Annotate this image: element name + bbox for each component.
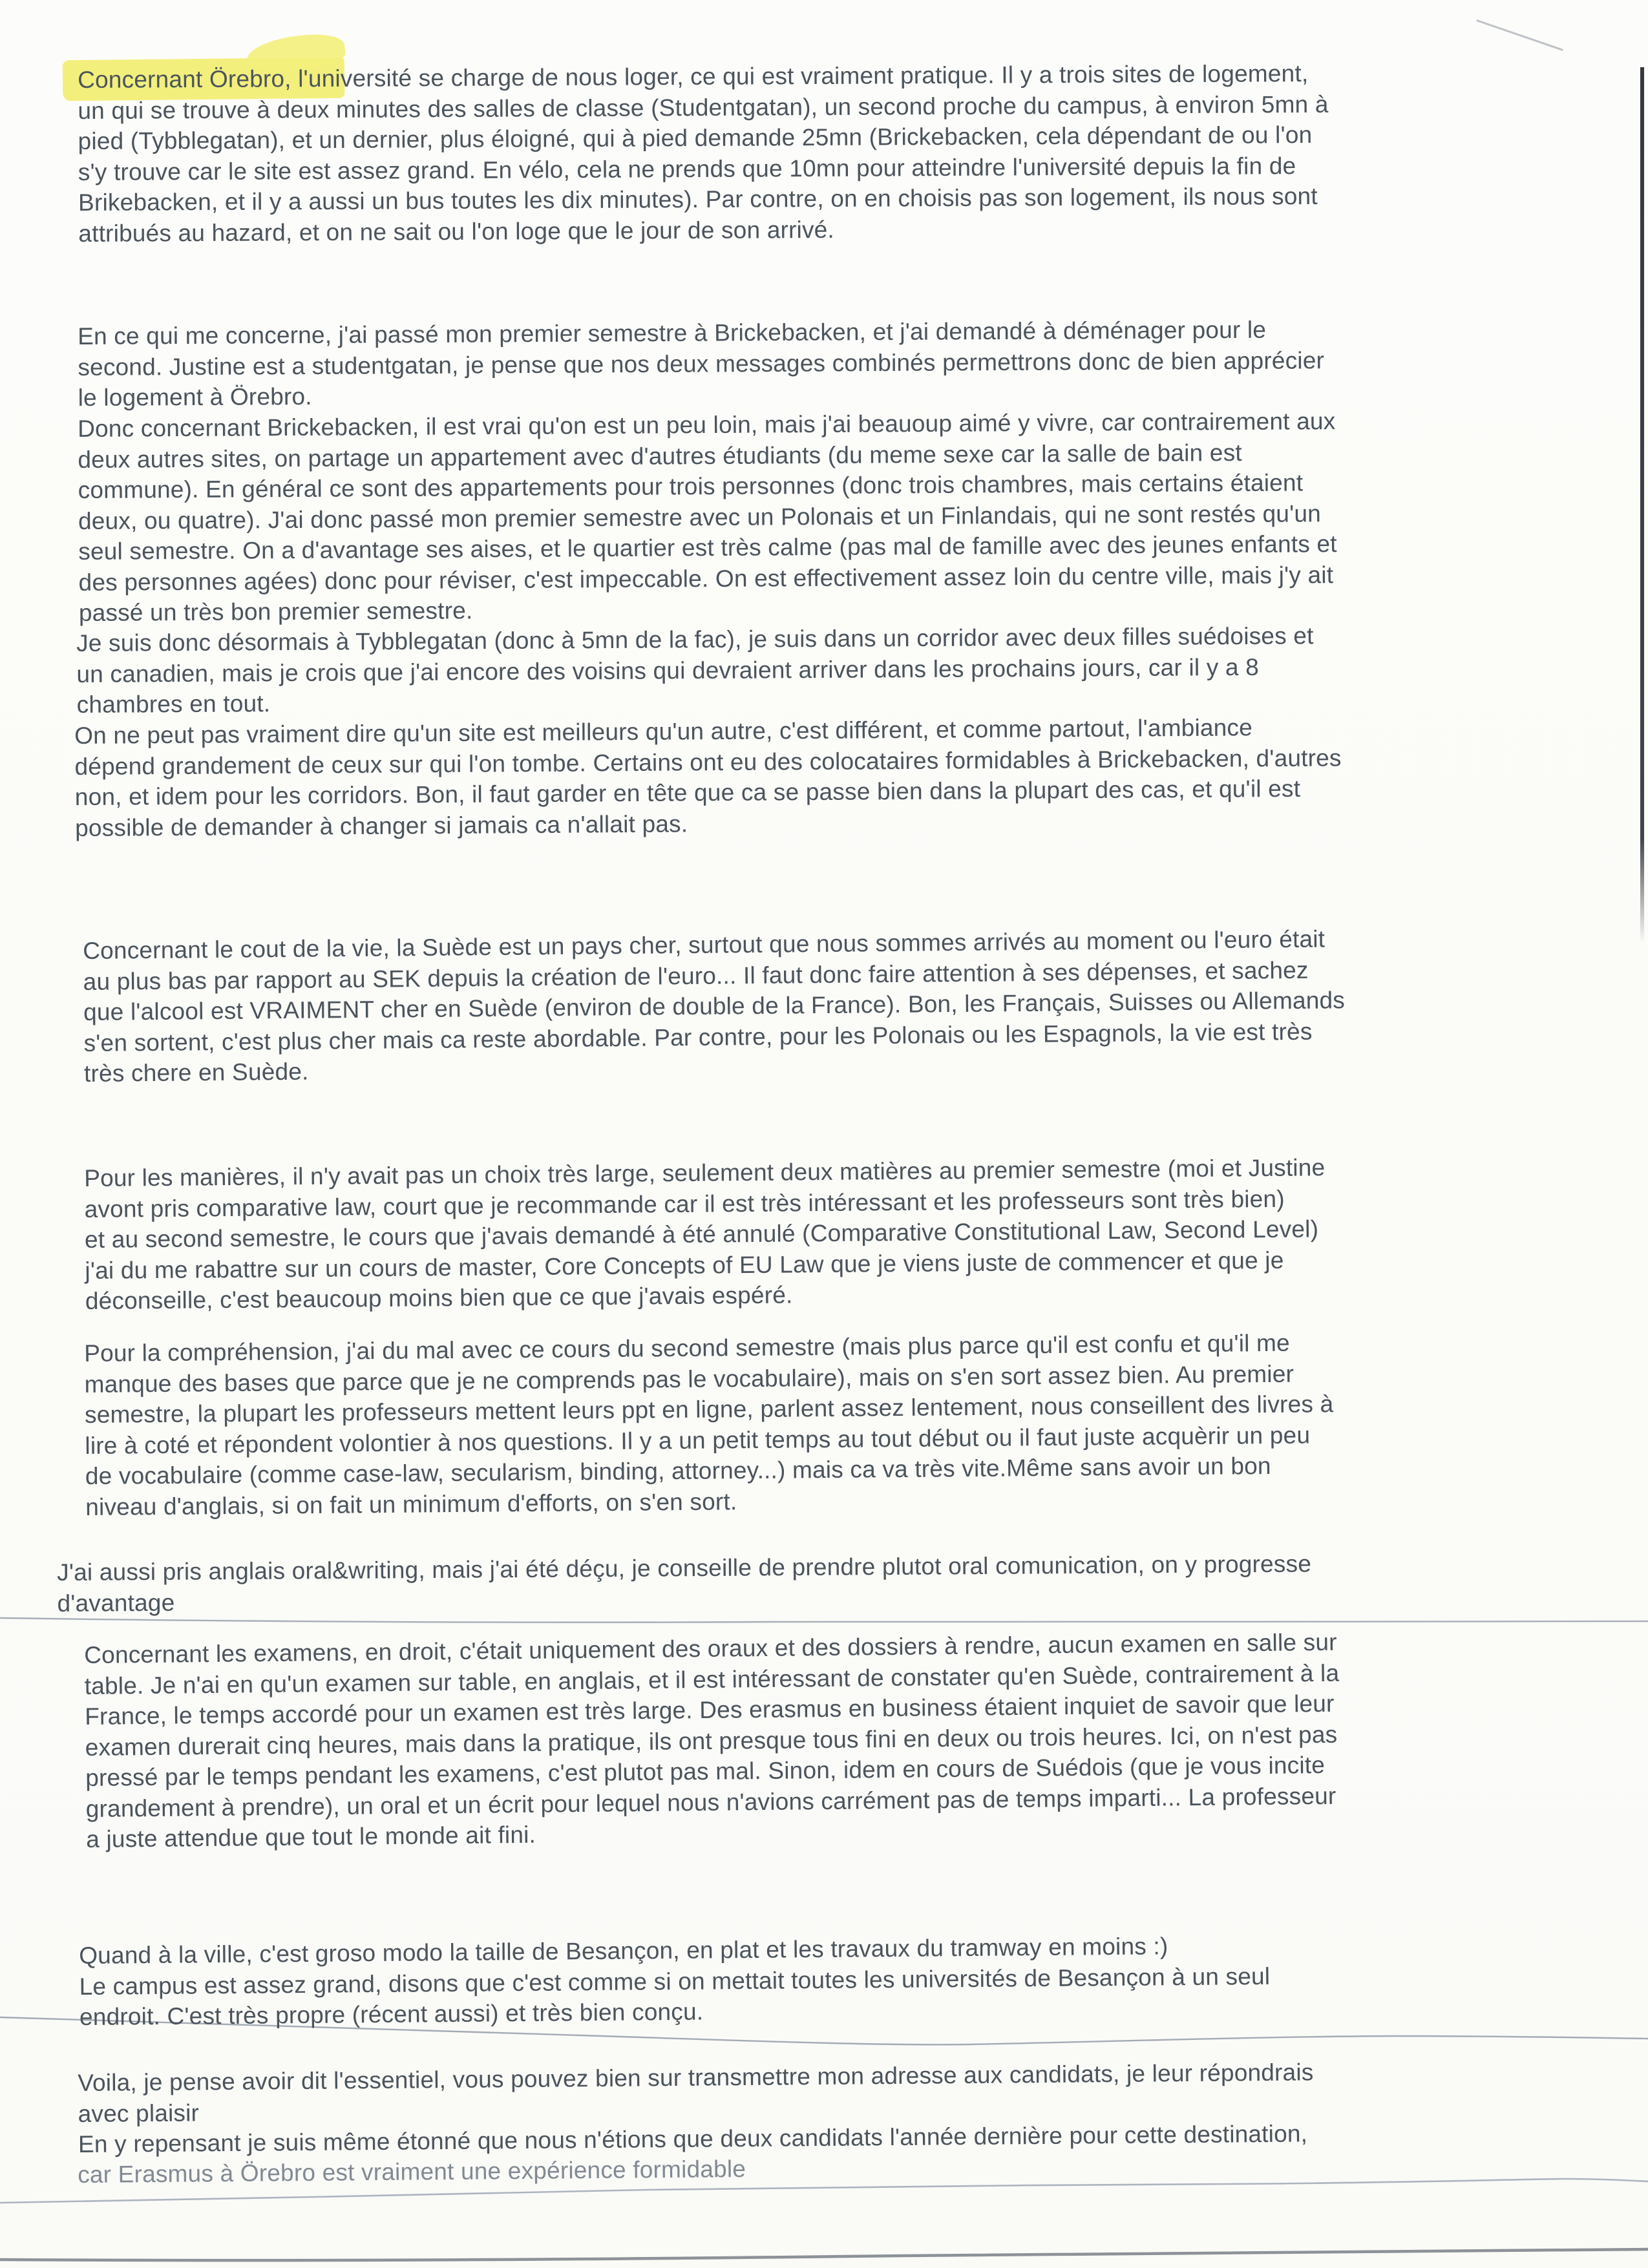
paragraph-closing-faded-line: car Erasmus à Örebro est vraiment une expérience formidable (78, 2155, 746, 2188)
paragraph-exams: Concernant les examens, en droit, c'était uniquement des oraux et des dossiers à rendre, aucun examen en salle sur table. Je n'ai en qu'un examen sur table, en anglais, et il est intéressant de constater qu'en Suède, contrairement à la France, le temps accordé pour un examen est très large. Des erasmus en business étaient inquiet de savoir que leur examen durerait cinq heures, mais dans la pratique, ils ont presque tous fini en deux ou trois heures. Ici, on n'est pas pressé par le temps pendant les examens, c'est plutot pas mal. Sinon, idem en cours de Suédois (que je vous incite grandement à prendre), un oral et un écrit pour lequel nous n'avions carrément pas de temps imparti... La professeur a juste attendue que tout le monde ait fini. (84, 1628, 1340, 1853)
paragraph-tybblegatan: Je suis donc désormais à Tybblegatan (donc à 5mn de la fac), je suis dans un corridor avec deux filles suédoises et un canadien, mais je crois que j'ai encore des voisins qui devraient arriver dans les prochains jours, car il y a 8 chambres en tout. (76, 622, 1314, 718)
paragraph-courses: Pour les manières, il n'y avait pas un choix très large, seulement deux matières au premier semestre (moi et Justine avont pris comparative law, court que je recommande car il est très intéressant et les professeurs sont très bien) et au second semestre, le cours que j'avais demandé à été annulé (Comparative Constitutional Law, Second Level) j'ai du me rabattre sur un cours de master, Core Concepts of EU Law que je viens juste de commencer et que je déconseille, c'est beaucoup moins bien que ce que j'avais espéré. (84, 1154, 1326, 1314)
seam-line-top (0, 1618, 1648, 1622)
paragraph-sites-comparison: On ne peut pas vraiment dire qu'un site est meilleurs qu'un autre, c'est différent, et comme partout, l'ambiance dépend grandement de ceux sur qui l'on tombe. Certains ont eu des colocataires formidables à Brickebacken, d'autres non, et idem pour les corridors. Bon, il faut garder en tête que ca se passe bien dans la plupart des cas, et qu'il est possible de demander à changer si jamais ca n'allait pas. (74, 714, 1342, 841)
paragraph-comprehension: Pour la compréhension, j'ai du mal avec ce cours du second semestre (mais plus parce qu'il est confu et qu'il me manque des bases que parce que je ne comprends pas le vocabulaire), mais on s'en sort assez bien. Au premier semestre, la plupart les professeurs mettent leurs ppt en ligne, parlent assez lentement, nous conseillent des livres à lire à coté et répondent volontier à nos questions. Il y a un petit temps au tout début ou il faut juste acquèrir un peu de vocabulaire (comme case-law, secularism, binding, attorney...) mais ca va très vite.Même sans avoir un bon niveau d'anglais, si on fait un minimum d'efforts, on s'en sort. (84, 1329, 1334, 1520)
paragraph-city-campus: Quand à la ville, c'est groso modo la taille de Besançon, en plat et les travaux du tramway en moins :) Le campus est assez grand, disons que c'est comme si on mettait toutes les universités de Besançon à un seul endroit. C'est très propre (récent aussi) et très bien conçu. (79, 1933, 1271, 2030)
page-bottom-edge-line (0, 2249, 1648, 2260)
paragraph-brickebacken: Donc concernant Brickebacken, il est vrai qu'on est un peu loin, mais j'ai beauoup aimé y vivre, car contrairement aux deux autres sites, on partage un appartement avec d'autres étudiants (du meme sexe car la salle de bain est commune). En général ce sont des appartements pour trois personnes (donc trois chambres, mais certains étaient deux, ou quatre). J'ai donc passé mon premier semestre avec un Polonais et un Finlandais, qui ne sont restés qu'un seul semestre. On a d'avantage ses aises, et le quartier est très calme (pas mal de famille avec des jeunes enfants et des personnes agées) donc pour réviser, c'est impeccable. On est effectivement assez loin du centre ville, mais j'y ait passé un très bon premier semestre. (78, 408, 1337, 626)
paragraph-english-course: J'ai aussi pris anglais oral&writing, mais j'ai été déçu, je conseille de prendre plutot oral comunication, on y progresse d'avantage (57, 1550, 1312, 1617)
paragraph-closing: Voila, je pense avoir dit l'essentiel, vous pouvez bien sur transmettre mon adresse aux candidats, je leur répondrais avec plaisir En y repensant je suis même étonné que nous n'étions que deux candidats l'année dernière pour cette destination, (78, 2059, 1314, 2158)
paragraph-cost-of-living: Concernant le cout de la vie, la Suède est un pays cher, surtout que nous sommes arrivés au moment ou l'euro était au plus bas par rapport au SEK depuis la création de l'euro... Il faut donc faire attention à ses dépenses, et sachez que l'alcool est VRAIMENT cher en Suède (environ de double de la France). Bon, les Français, Suisses ou Allemands s'en sortent, c'est plus cher mais ca reste abordable. Par contre, pour les Polonais ou les Espagnols, la vie est très très chere en Suède. (83, 925, 1346, 1087)
paragraph-my-semesters: En ce qui me concerne, j'ai passé mon premier semestre à Brickebacken, et j'ai demandé à déménager pour le second. Justine est a studentgatan, je pense que nos deux messages combinés permettrons donc de bien apprécier le logement à Örebro. (78, 316, 1325, 411)
paragraph-intro-housing: Concernant Örebro, l'université se charge de nous loger, ce qui est vraiment pratique. Il y a trois sites de logement, un qui se trouve à deux minutes des salles de classe (Studentgatan), un second proche du campus, à environ 5mn à pied (Tybblegatan), et un dernier, plus éloigné, qui à pied demande 25mn (Brickebacken, cela dépendant de ou l'on s'y trouve car le site est assez grand. En vélo, cela ne prends que 10mn pour atteindre l'université depuis la fin de Brikebacken, et il y a aussi un bus toutes les dix minutes). Par contre, on en choisis pas son logement, ils nous sont attribués au hazard, et on ne sait ou l'on loge que le jour de son arrivé. (78, 60, 1329, 247)
